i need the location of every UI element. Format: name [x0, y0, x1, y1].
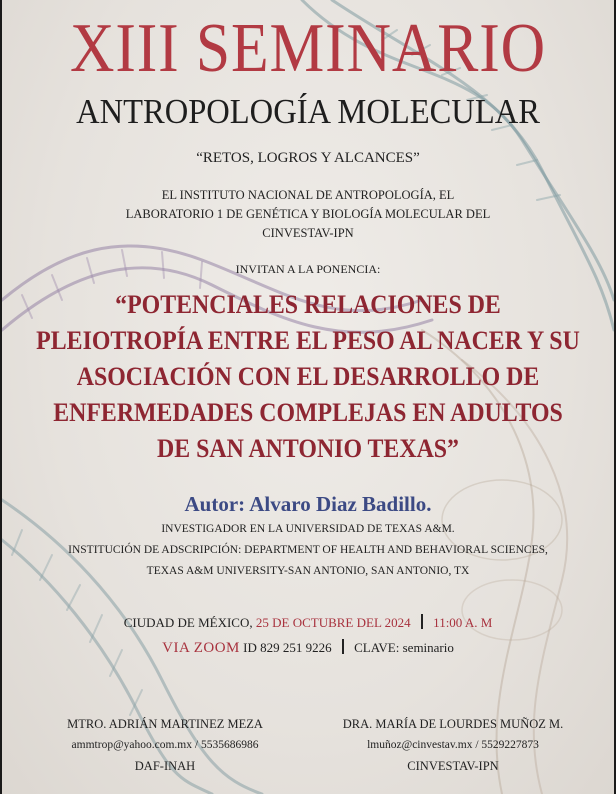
talk-title-line: PLEIOTROPÍA ENTRE EL PESO AL NACER Y SU [36, 325, 580, 355]
talk-title-line: DE SAN ANTONIO TEXAS” [157, 433, 459, 463]
author-name: Autor: Alvaro Diaz Badillo. [184, 492, 432, 516]
contact-block-right [300, 714, 606, 777]
talk-title-line: “POTENCIALES RELACIONES DE [115, 289, 501, 319]
seminar-title: XIII SEMINARIO [70, 10, 546, 87]
seminar-poster [2, 0, 614, 794]
contact-organization: CINVESTAV-IPN [407, 759, 499, 773]
institution-line: LABORATORIO 1 DE GENÉTICA Y BIOLOGÍA MOLECULAR DEL [125, 207, 491, 221]
contact-name: MTRO. ADRIÁN MARTINEZ MEZA [67, 717, 263, 731]
zoom-line [2, 639, 614, 657]
separator [342, 639, 344, 654]
separator [421, 614, 423, 629]
affiliation-line: INVESTIGADOR EN LA UNIVERSIDAD DE TEXAS A&M. [161, 523, 455, 535]
event-time: 11:00 A. M [433, 615, 493, 630]
date-time-line [2, 614, 614, 631]
contact-organization: DAF-INAH [134, 759, 196, 773]
zoom-label: VIA ZOOM [162, 640, 240, 656]
talk-title-line: ASOCIACIÓN CON EL DESARROLLO DE [76, 361, 540, 391]
seminar-tagline: “RETOS, LOGROS Y ALCANCES” [196, 150, 420, 166]
affiliation-line: TEXAS A&M UNIVERSITY-SAN ANTONIO, SAN ANTONIO, TX [146, 565, 470, 577]
city: CIUDAD DE MÉXICO, [123, 615, 253, 630]
affiliation-line: INSTITUCIÓN DE ADSCRIPCIÓN: DEPARTMENT OF HEALTH AND BEHAVIORAL SCIENCES, [68, 544, 548, 556]
invite-text: INVITAN A LA PONENCIA: [235, 262, 381, 276]
seminar-subtitle: ANTROPOLOGÍA MOLECULAR [76, 92, 540, 131]
contact-email-phone: lmuñoz@cinvestav.mx / 5529227873 [367, 739, 539, 751]
contact-block-left [12, 714, 318, 777]
contact-name: DRA. MARÍA DE LOURDES MUÑOZ M. [342, 717, 564, 731]
institution-line: EL INSTITUTO NACIONAL DE ANTROPOLOGÍA, EL [161, 188, 455, 202]
contact-email-phone: ammtrop@yahoo.com.mx / 5535686986 [71, 739, 259, 751]
zoom-id: ID 829 251 9226 [243, 640, 332, 655]
zoom-password: CLAVE: seminario [354, 640, 454, 655]
event-date: 25 DE OCTUBRE DEL 2024 [255, 615, 411, 630]
institution-line: CINVESTAV-IPN [262, 226, 354, 240]
talk-title-line: ENFERMEDADES COMPLEJAS EN ADULTOS [53, 397, 563, 427]
